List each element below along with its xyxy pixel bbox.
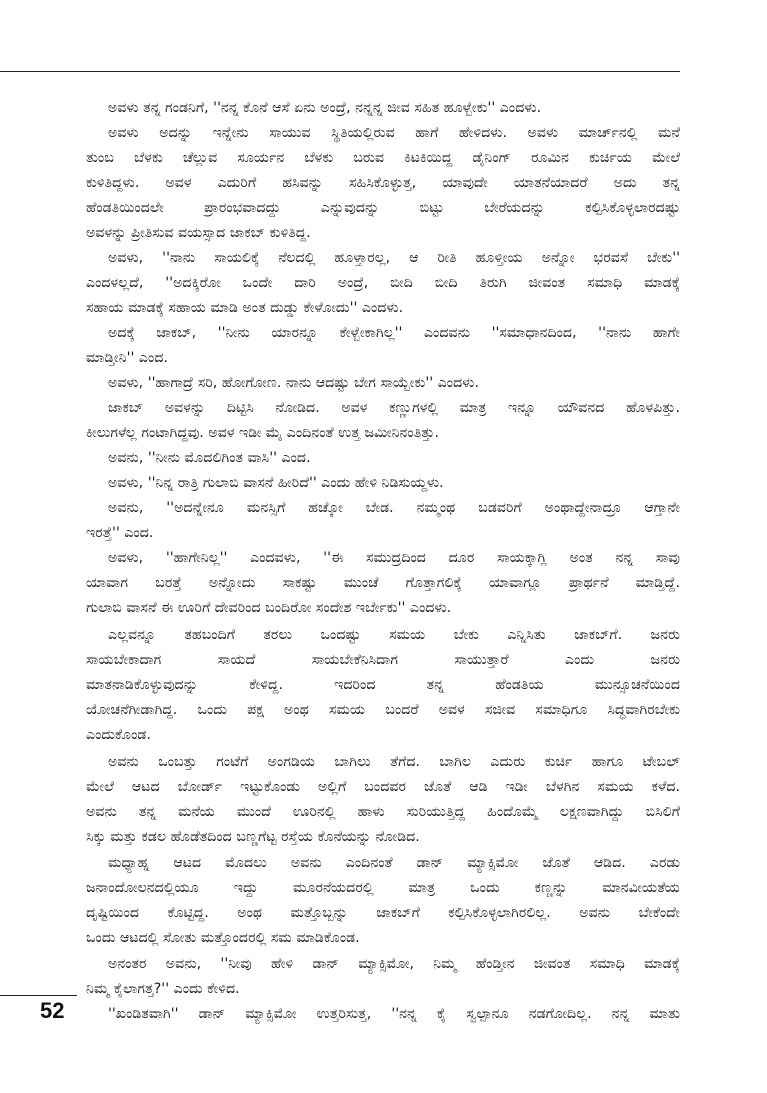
text-line: ಎಂದುಕೊಂಡ. [86, 727, 151, 743]
text-line: ಅವನು, ''ಅದನ್ನೇನೂ ಮನಸ್ಸಿಗೆ ಹಚ್ಕೋ ಬೇಡ. ನಮ್ಮಂಥ ಬಡವರಿಗೆ ಅಂಥಾದ್ದೇನಾದ್ರೂ ಆಗ್ತಾನೇ [108, 500, 680, 516]
text-line: ಇರತ್ತೆ'' ಎಂದ. [86, 525, 154, 541]
text-line: ಅವಳು, ''ಹಾಗೇನಿಲ್ಲ'' ಎಂದವಳು, ''ಈ ಸಮುದ್ರದಿಂದ ದೂರ ಸಾಯಕ್ಕಾಗ್ಲಿ ಅಂತ ನನ್ನ ಸಾವು [108, 550, 680, 566]
text-line: ಕುಳಿತಿದ್ದಳು. ಅವಳ ಎದುರಿಗೆ ಹಸಿವನ್ನು ಸಹಿಸಿಕೊಳ್ಳುತ್ತ, ಯಾವುದೇ ಯಾತನೆಯಾದರೆ ಅದು ತನ್ನ [86, 175, 680, 191]
text-line: ಅವಳು, ''ಹಾಗಾದ್ರೆ ಸರಿ, ಹೋಗೋಣ. ನಾನು ಆದಷ್ಟು ಬೇಗ ಸಾಯ್ಬೇಕು'' ಎಂದಳು. [108, 375, 479, 391]
text-line: ಒಂದು ಆಟದಲ್ಲಿ ಸೋತು ಮತ್ತೊಂದರಲ್ಲಿ ಸಮ ಮಾಡಿಕೊಂಡ. [86, 930, 360, 946]
text-line: ನಿಮ್ಮ ಕೈಲಾಗತ್ತ?'' ಎಂದು ಕೇಳಿದ. [86, 981, 240, 997]
text-line: ಯಾವಾಗ ಬರತ್ತೆ ಅನ್ನೋದು ಸಾಕಷ್ಟು ಮುಂಚೆ ಗೊತ್ತಾಗಲಿಕ್ಕೆ ಯಾವಾಗ್ಲೂ ಪ್ರಾರ್ಥನೆ ಮಾಡ್ತಿದ್ದೆ. [86, 575, 680, 591]
text-line: ಅವನು ತನ್ನ ಮನೆಯ ಮುಂದೆ ಊರಿನಲ್ಲಿ ಹಾಳು ಸುರಿಯುತ್ತಿದ್ದ ಹಿಂದೊಮ್ಮೆ ಲಕ್ಷಣವಾಗಿದ್ದು ಬಿಸಿಲಿಗೆ [86, 804, 680, 820]
text-line: ಜನಾಂದೋಲನದಲ್ಲಿಯೂ ಇದ್ದು ಮೂರನೆಯದರಲ್ಲಿ ಮಾತ್ರ ಒಂದು ಕಣ್ಣನ್ನು ಮಾನವೀಯತೆಯ [86, 880, 680, 896]
text-line: ತುಂಬ ಬೆಳಕು ಚೆಲ್ಲುವ ಸೂರ್ಯನ ಬೆಳಕು ಬರುವ ಕಿಟಕಿಯಿದ್ದ ಡೈನಿಂಗ್ ರೂಮಿನ ಕುರ್ಚಿಯ ಮೇಲೆ [86, 150, 680, 166]
text-line: ಅವಳು ಅದನ್ನು ಇನ್ನೇನು ಸಾಯುವ ಸ್ಥಿತಿಯಲ್ಲಿರುವ ಹಾಗೆ ಹೇಳಿದಳು. ಅವಳು ಮಾರ್ಚ್‌ನಲ್ಲಿ ಮನೆ [108, 125, 680, 141]
page-number: 52 [40, 998, 65, 1023]
text-line: ಮಾಡ್ತೀನಿ'' ಎಂದ. [86, 350, 168, 366]
text-line: ಅವಳನ್ನು ಪ್ರೀತಿಸುವ ವಯಸ್ಸಾದ ಜಾಕಬ್ ಕುಳಿತಿದ್ದ. [86, 225, 311, 241]
text-line: ಮಾತನಾಡಿಕೊಳ್ಳುವುದನ್ನು ಕೇಳಿದ್ದ. ಇದರಿಂದ ತನ್ನ ಹೆಂಡತಿಯ ಮುನ್ಸೂಚನೆಯಿಂದ [86, 677, 680, 693]
footer-rule [0, 995, 77, 996]
text-line: ಸಾಯಬೇಕಾದಾಗ ಸಾಯದೆ ಸಾಯಬೇಕೆನಿಸಿದಾಗ ಸಾಯುತ್ತಾರೆ ಎಂದು ಜನರು [86, 652, 680, 668]
top-rule [0, 71, 680, 72]
text-line: ಸಹಾಯ ಮಾಡಕ್ಕೆ ಸಹಾಯ ಮಾಡಿ ಅಂತ ದುಡ್ಡು ಕೇಳೋದು'' ಎಂದಳು. [86, 300, 404, 316]
text-line: ಎಲ್ಲವನ್ನೂ ತಹಬಂದಿಗೆ ತರಲು ಒಂದಷ್ಟು ಸಮಯ ಬೇಕು ಎನ್ನಿಸಿತು ಜಾಕಬ್‌ಗೆ. ಜನರು [108, 627, 680, 643]
text-line: ಯೋಚನೆಗೀಡಾಗಿದ್ದ. ಒಂದು ಪಕ್ಷ ಅಂಥ ಸಮಯ ಬಂದರೆ ಅವಳ ಸಜೀವ ಸಮಾಧಿಗೂ ಸಿದ್ಧವಾಗಿರಬೇಕು [86, 702, 680, 718]
text-line: ''ಖಂಡಿತವಾಗಿ'' ಡಾನ್ ಮ್ಯಾಕ್ಸಿಮೋ ಉತ್ತರಿಸುತ್ತ, ''ನನ್ನ ಕೈ ಸ್ವಲ್ಪಾನೂ ನಡಗೋದಿಲ್ಲ. ನನ್ನ ಮಾತು [108, 1006, 680, 1022]
text-line: ಅವಳು, ''ನಾನು ಸಾಯಲಿಕ್ಕೆ ನೆಲದಲ್ಲಿ ಹೂಳ್ತಾರಲ್ಲ, ಆ ರೀತಿ ಹೂಳ್ತೀಯ ಅನ್ನೋ ಭರವಸೆ ಬೇಕು'' [108, 250, 680, 266]
text-line: ದೃಷ್ಟಿಯಿಂದ ಕೊಟ್ಟಿದ್ದ. ಅಂಥ ಮತ್ತೊಬ್ಬನ್ನು ಜಾಕಬ್‌ಗೆ ಕಲ್ಪಿಸಿಕೊಳ್ಳಲಾಗಿರಲಿಲ್ಲ. ಅವನು ಬೇಕೆಂದೇ [86, 905, 680, 921]
text-line: ಹೆಂಡತಿಯಿಂದಲೇ ಪ್ರಾರಂಭವಾದದ್ದು ಎನ್ನುವುದನ್ನು ಬಿಟ್ಟು ಬೇರೆಯದನ್ನು ಕಲ್ಪಿಸಿಕೊಳ್ಳಲಾರದಷ್ಟು [86, 200, 680, 216]
text-line: ಅವಳು ತನ್ನ ಗಂಡನಿಗೆ, ''ನನ್ನ ಕೊನೆ ಆಸೆ ಏನು ಅಂದ್ರೆ, ನನ್ನನ್ನ ಜೀವ ಸಹಿತ ಹೂಳ್ಬೇಕು'' ಎಂದಳು. [108, 100, 542, 116]
text-line: ಮೇಲೆ ಆಟದ ಬೋರ್ಡ್ ಇಟ್ಟುಕೊಂಡು ಅಲ್ಲಿಗೆ ಬಂದವರ ಜೊತೆ ಆಡಿ ಇಡೀ ಬೆಳಗಿನ ಸಮಯ ಕಳೆದ. [86, 779, 680, 795]
text-line: ಗುಲಾಬಿ ವಾಸನೆ ಈ ಊರಿಗೆ ದೇವರಿಂದ ಬಂದಿರೋ ಸಂದೇಶ ಇರ್ಬೇಕು'' ಎಂದಳು. [86, 600, 452, 616]
text-line: ಜಾಕಬ್ ಅವಳನ್ನು ದಿಟ್ಟಿಸಿ ನೋಡಿದ. ಅವಳ ಕಣ್ಣುಗಳಲ್ಲಿ ಮಾತ್ರ ಇನ್ನೂ ಯೌವನದ ಹೊಳಪಿತ್ತು. [108, 400, 680, 416]
text-line: ಮಧ್ಯಾಹ್ನ ಆಟದ ಮೊದಲು ಅವನು ಎಂದಿನಂತೆ ಡಾನ್ ಮ್ಯಾಕ್ಸಿಮೋ ಜೊತೆ ಆಡಿದ. ಎರಡು [108, 855, 680, 871]
text-line: ಅವನು ಒಂಬತ್ತು ಗಂಟೆಗೆ ಅಂಗಡಿಯ ಬಾಗಿಲು ತೆಗೆದ. ಬಾಗಿಲ ಎದುರು ಕುರ್ಚಿ ಹಾಗೂ ಟೇಬಲ್ [108, 754, 680, 770]
text-line: ಸಿಕ್ಕು ಮತ್ತು ಕಡಲ ಹೊಡೆತದಿಂದ ಬಣ್ಣಗೆಟ್ಟ ರಸ್ತೆಯ ಕೊನೆಯನ್ನು ನೋಡಿದ. [86, 829, 420, 845]
text-line: ಅನಂತರ ಅವನು, ''ನೀವು ಹೇಳಿ ಡಾನ್ ಮ್ಯಾಕ್ಸಿಮೋ, ನಿಮ್ಮ ಹೆಂಡ್ತೀನ ಜೀವಂತ ಸಮಾಧಿ ಮಾಡಕ್ಕೆ [108, 956, 680, 972]
text-line: ಅವಳು, ''ನಿನ್ನ ರಾತ್ರಿ ಗುಲಾಬಿ ವಾಸನೆ ಹೀರಿದೆ'' ಎಂದು ಹೇಳಿ ನಿಡಿಸುಯ್ದಳು. [108, 475, 444, 491]
text-line: ಎಂದಳಲ್ಲದೆ, ''ಅದಕ್ಕಿರೋ ಒಂದೇ ದಾರಿ ಅಂದ್ರೆ, ಬೀದಿ ಬೀದಿ ತಿರುಗಿ ಜೀವಂತ ಸಮಾಧಿ ಮಾಡಕ್ಕೆ [86, 275, 680, 291]
text-line: ಅದಕ್ಕೆ ಜಾಕಬ್, ''ನೀನು ಯಾರನ್ನೂ ಕೇಳ್ಬೇಕಾಗಿಲ್ಲ'' ಎಂದವನು ''ಸಮಾಧಾನದಿಂದ, ''ನಾನು ಹಾಗೇ [108, 325, 680, 341]
text-line: ಅವನು, ''ನೀನು ಮೊದಲಿಗಿಂತ ವಾಸಿ'' ಎಂದ. [108, 450, 311, 466]
text-line: ಕೀಲುಗಳೆಲ್ಲ ಗಂಟಾಗಿದ್ದವು. ಅವಳ ಇಡೀ ಮೈ ಎಂದಿನಂತೆ ಉತ್ತ ಜಮೀನಿನಂತಿತ್ತು. [86, 425, 439, 441]
